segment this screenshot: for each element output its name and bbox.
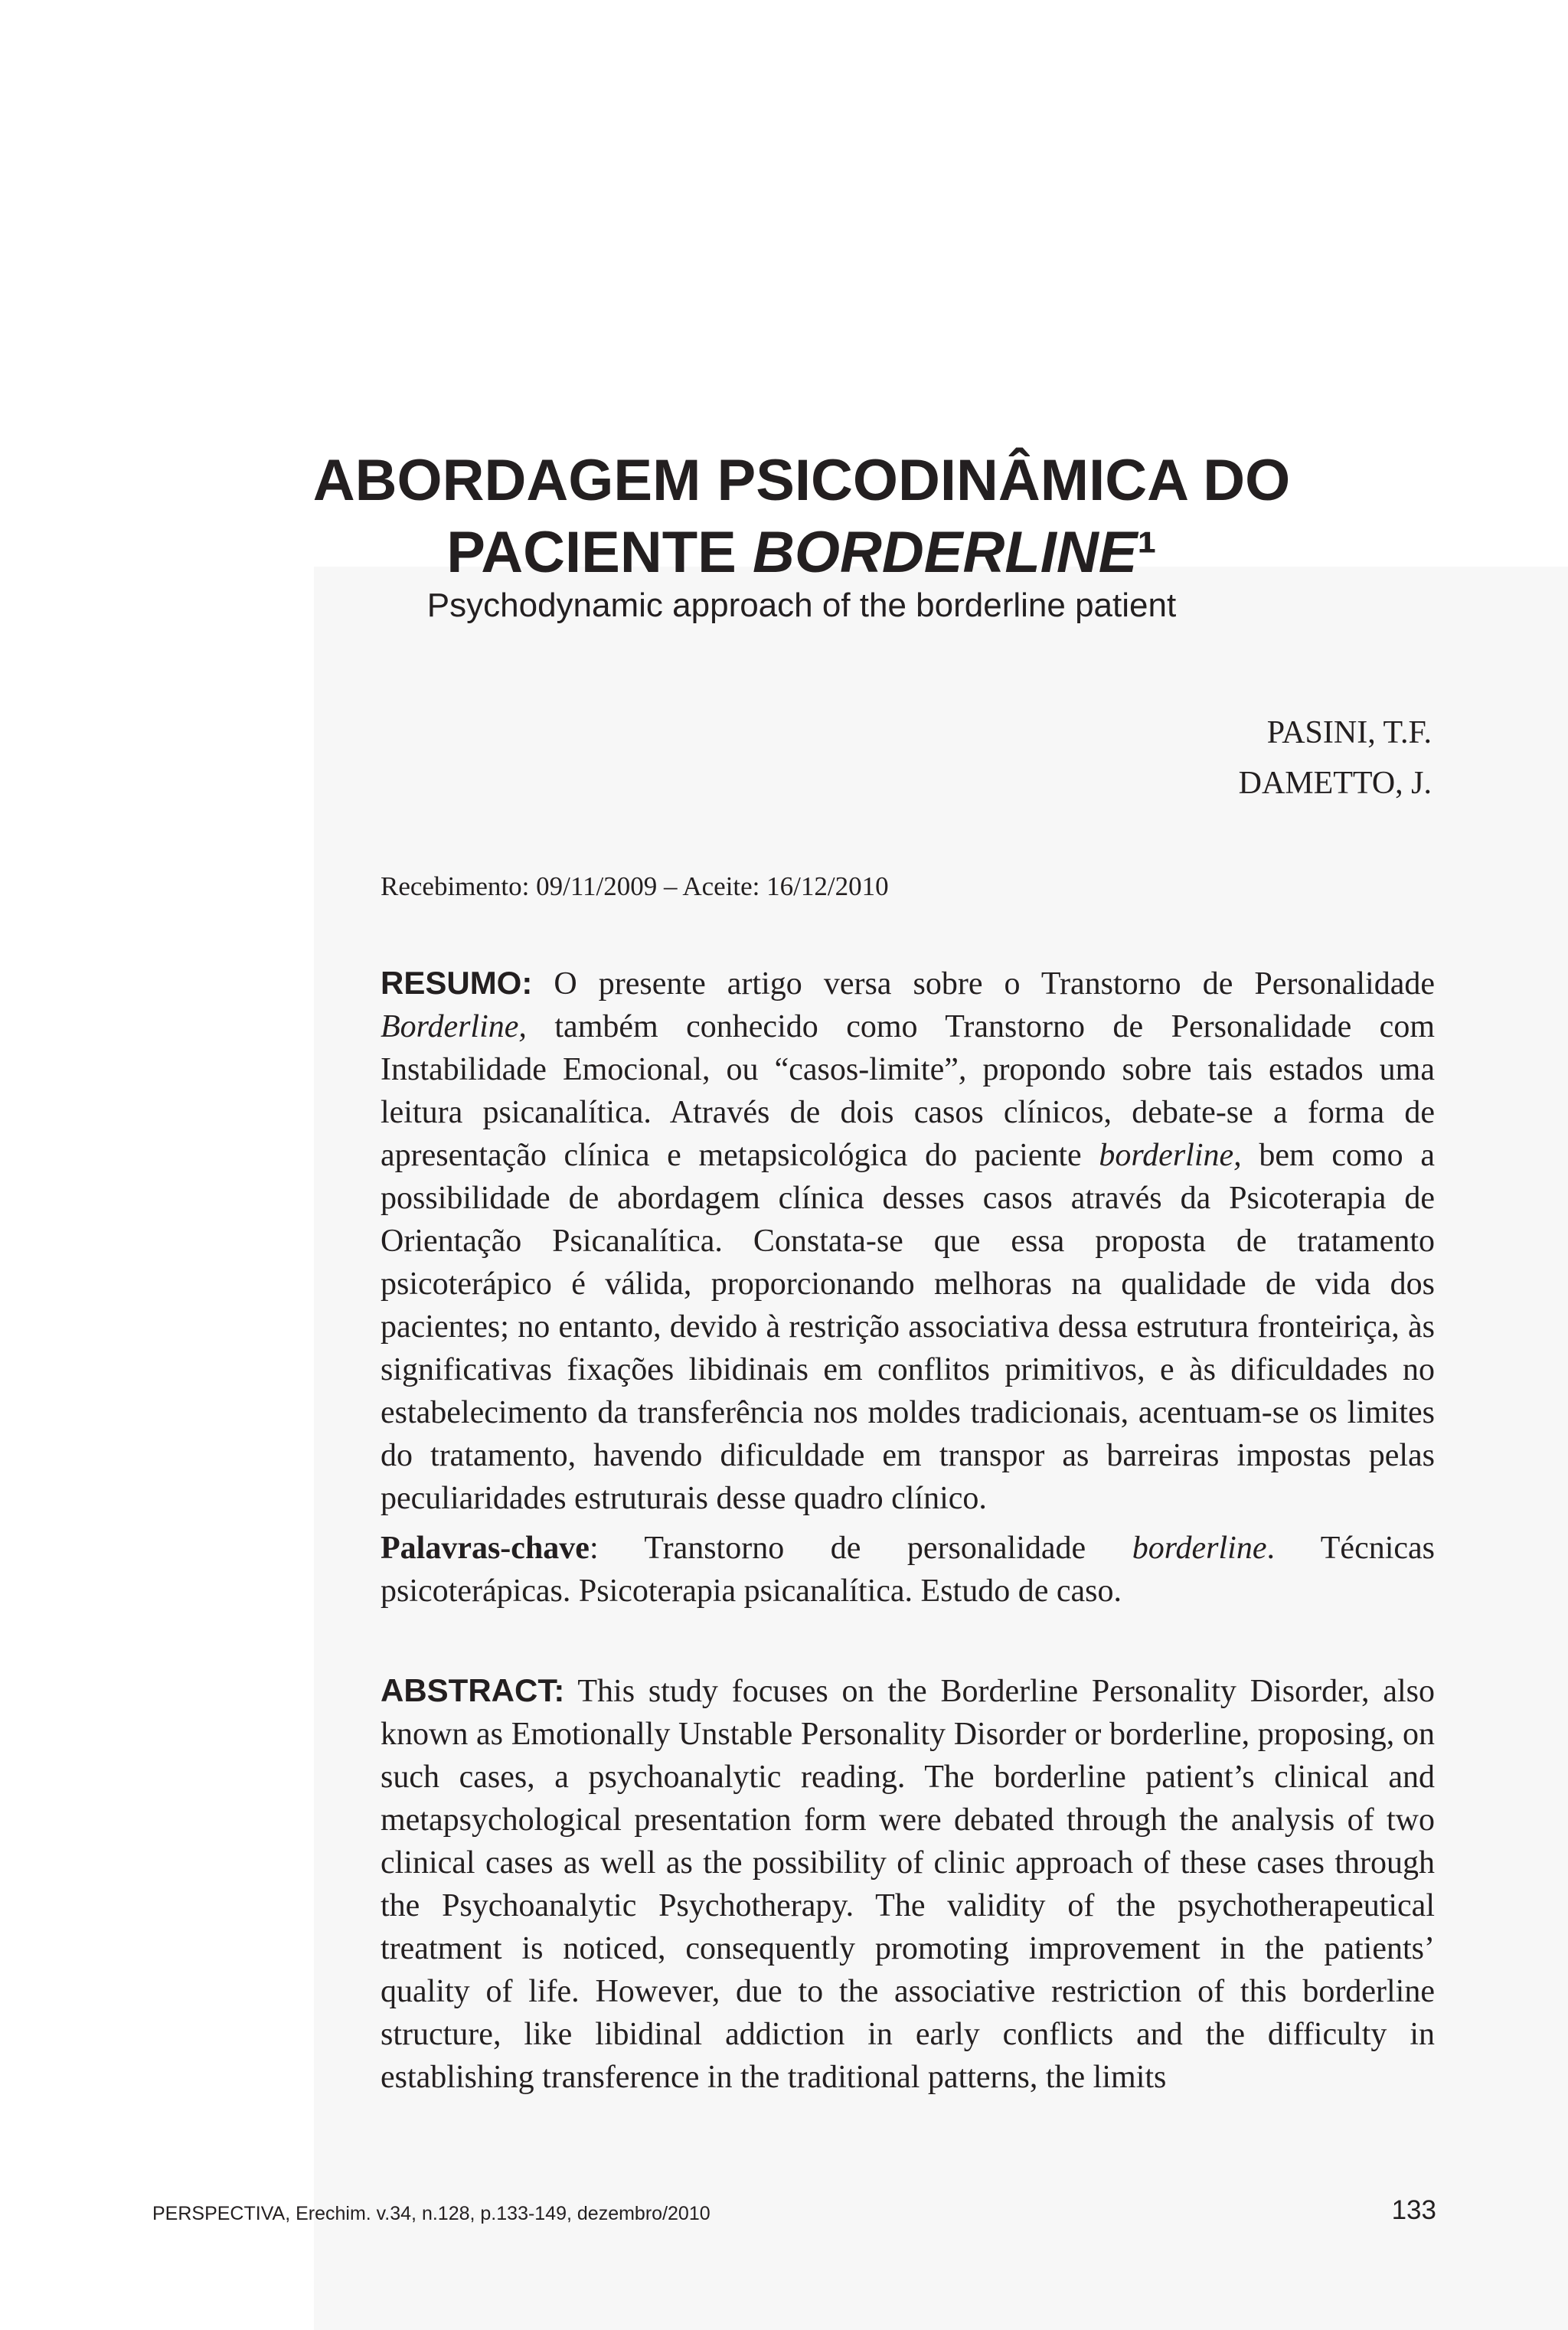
abstract-paragraph xyxy=(381,1669,1435,2099)
resumo-text-2: também conhecido como Transtorno de Personalidade com Instabilidade Emocional, ou “casos-limite” xyxy=(381,1009,1435,1087)
author-1: PASINI, T.F. xyxy=(1266,715,1432,750)
resumo-text-3: propondo sobre tais estados uma leitura psicanalítica. Através de dois casos clínicos, debate-se a forma de apresentação clínica e metapsicológica do paciente xyxy=(381,1052,1435,1173)
keywords-text-2: . Técnicas psicoterápicas. Psicoterapia psicanalítica. Estudo de caso. xyxy=(381,1531,1436,1609)
article-subtitle: Psychodynamic approach of the borderline patient xyxy=(426,587,1177,624)
footer-citation: PERSPECTIVA, Erechim. v.34, n.128, p.133-149, dezembro/2010 xyxy=(152,2203,710,2224)
resumo-text-1: O presente artigo versa sobre o Transtorno de Personalidade xyxy=(532,966,1435,1002)
keywords-paragraph xyxy=(381,1527,1435,1613)
resumo-paragraph xyxy=(381,962,1435,1520)
resumo-italic-2: , xyxy=(958,1052,967,1087)
page-number: 133 xyxy=(1391,2195,1436,2225)
article-title-line-2 xyxy=(18,518,1568,587)
resumo-label: RESUMO: xyxy=(381,965,533,1001)
keywords-text-1: : Transtorno de personalidade xyxy=(589,1531,1132,1566)
keywords-italic-1: borderline xyxy=(1132,1531,1267,1566)
title-italic-term: BORDERLINE xyxy=(752,520,1138,585)
title-prefix: PACIENTE xyxy=(446,520,753,585)
resumo-italic-3: borderline, xyxy=(1099,1138,1242,1173)
abstract-text: This study focuses on the Borderline Personality Disorder, also known as Emotionally Unstable Personality Disorder or borderline, proposing, on such cases, a psychoanalytic reading. The borderline patient’s clinical and metapsychological presentation form were debated through the analysis of two clinical cases as well as the possibility of clinic approach of these cases through the Psychoanalytic Psychotherapy. The validity of the psychotherapeutical treatment is noticed, consequently promoting improvement in the patients’ quality of life. However, due to the associative restriction of this borderline structure, like libidinal addiction in early conflicts and the difficulty in establishing transference in the traditional patterns, the limits xyxy=(381,1674,1435,2095)
author-2: DAMETTO, J. xyxy=(1238,766,1432,801)
article-title-line-1: ABORDAGEM PSICODINÂMICA DO xyxy=(312,448,1291,513)
resumo-text-4: bem como a possibilidade de abordagem clínica desses casos através da Psicoterapia de Orientação Psicanalítica. Constata-se que essa proposta de tratamento psicoterápico é válida, proporcionando melhoras na qualidade de vida dos pacientes; no entanto, devido à restrição associativa dessa estrutura fronteiriça, às significativas fixações libidinais em conflitos primitivos, e às dificuldades no estabelecimento da transferência nos moldes tradicionais, acentuam-se os limites do tratamento, havendo dificuldade em transpor as barreiras impostas pelas peculiaridades estruturais desse quadro clínico. xyxy=(381,1138,1435,1516)
abstract-label: ABSTRACT: xyxy=(381,1672,565,1708)
title-footnote-mark: ¹ xyxy=(1137,520,1157,585)
resumo-italic-1: Borderline, xyxy=(381,1009,527,1044)
keywords-label: Palavras-chave xyxy=(381,1531,590,1566)
received-accepted-dates: Recebimento: 09/11/2009 – Aceite: 16/12/2010 xyxy=(381,871,889,901)
